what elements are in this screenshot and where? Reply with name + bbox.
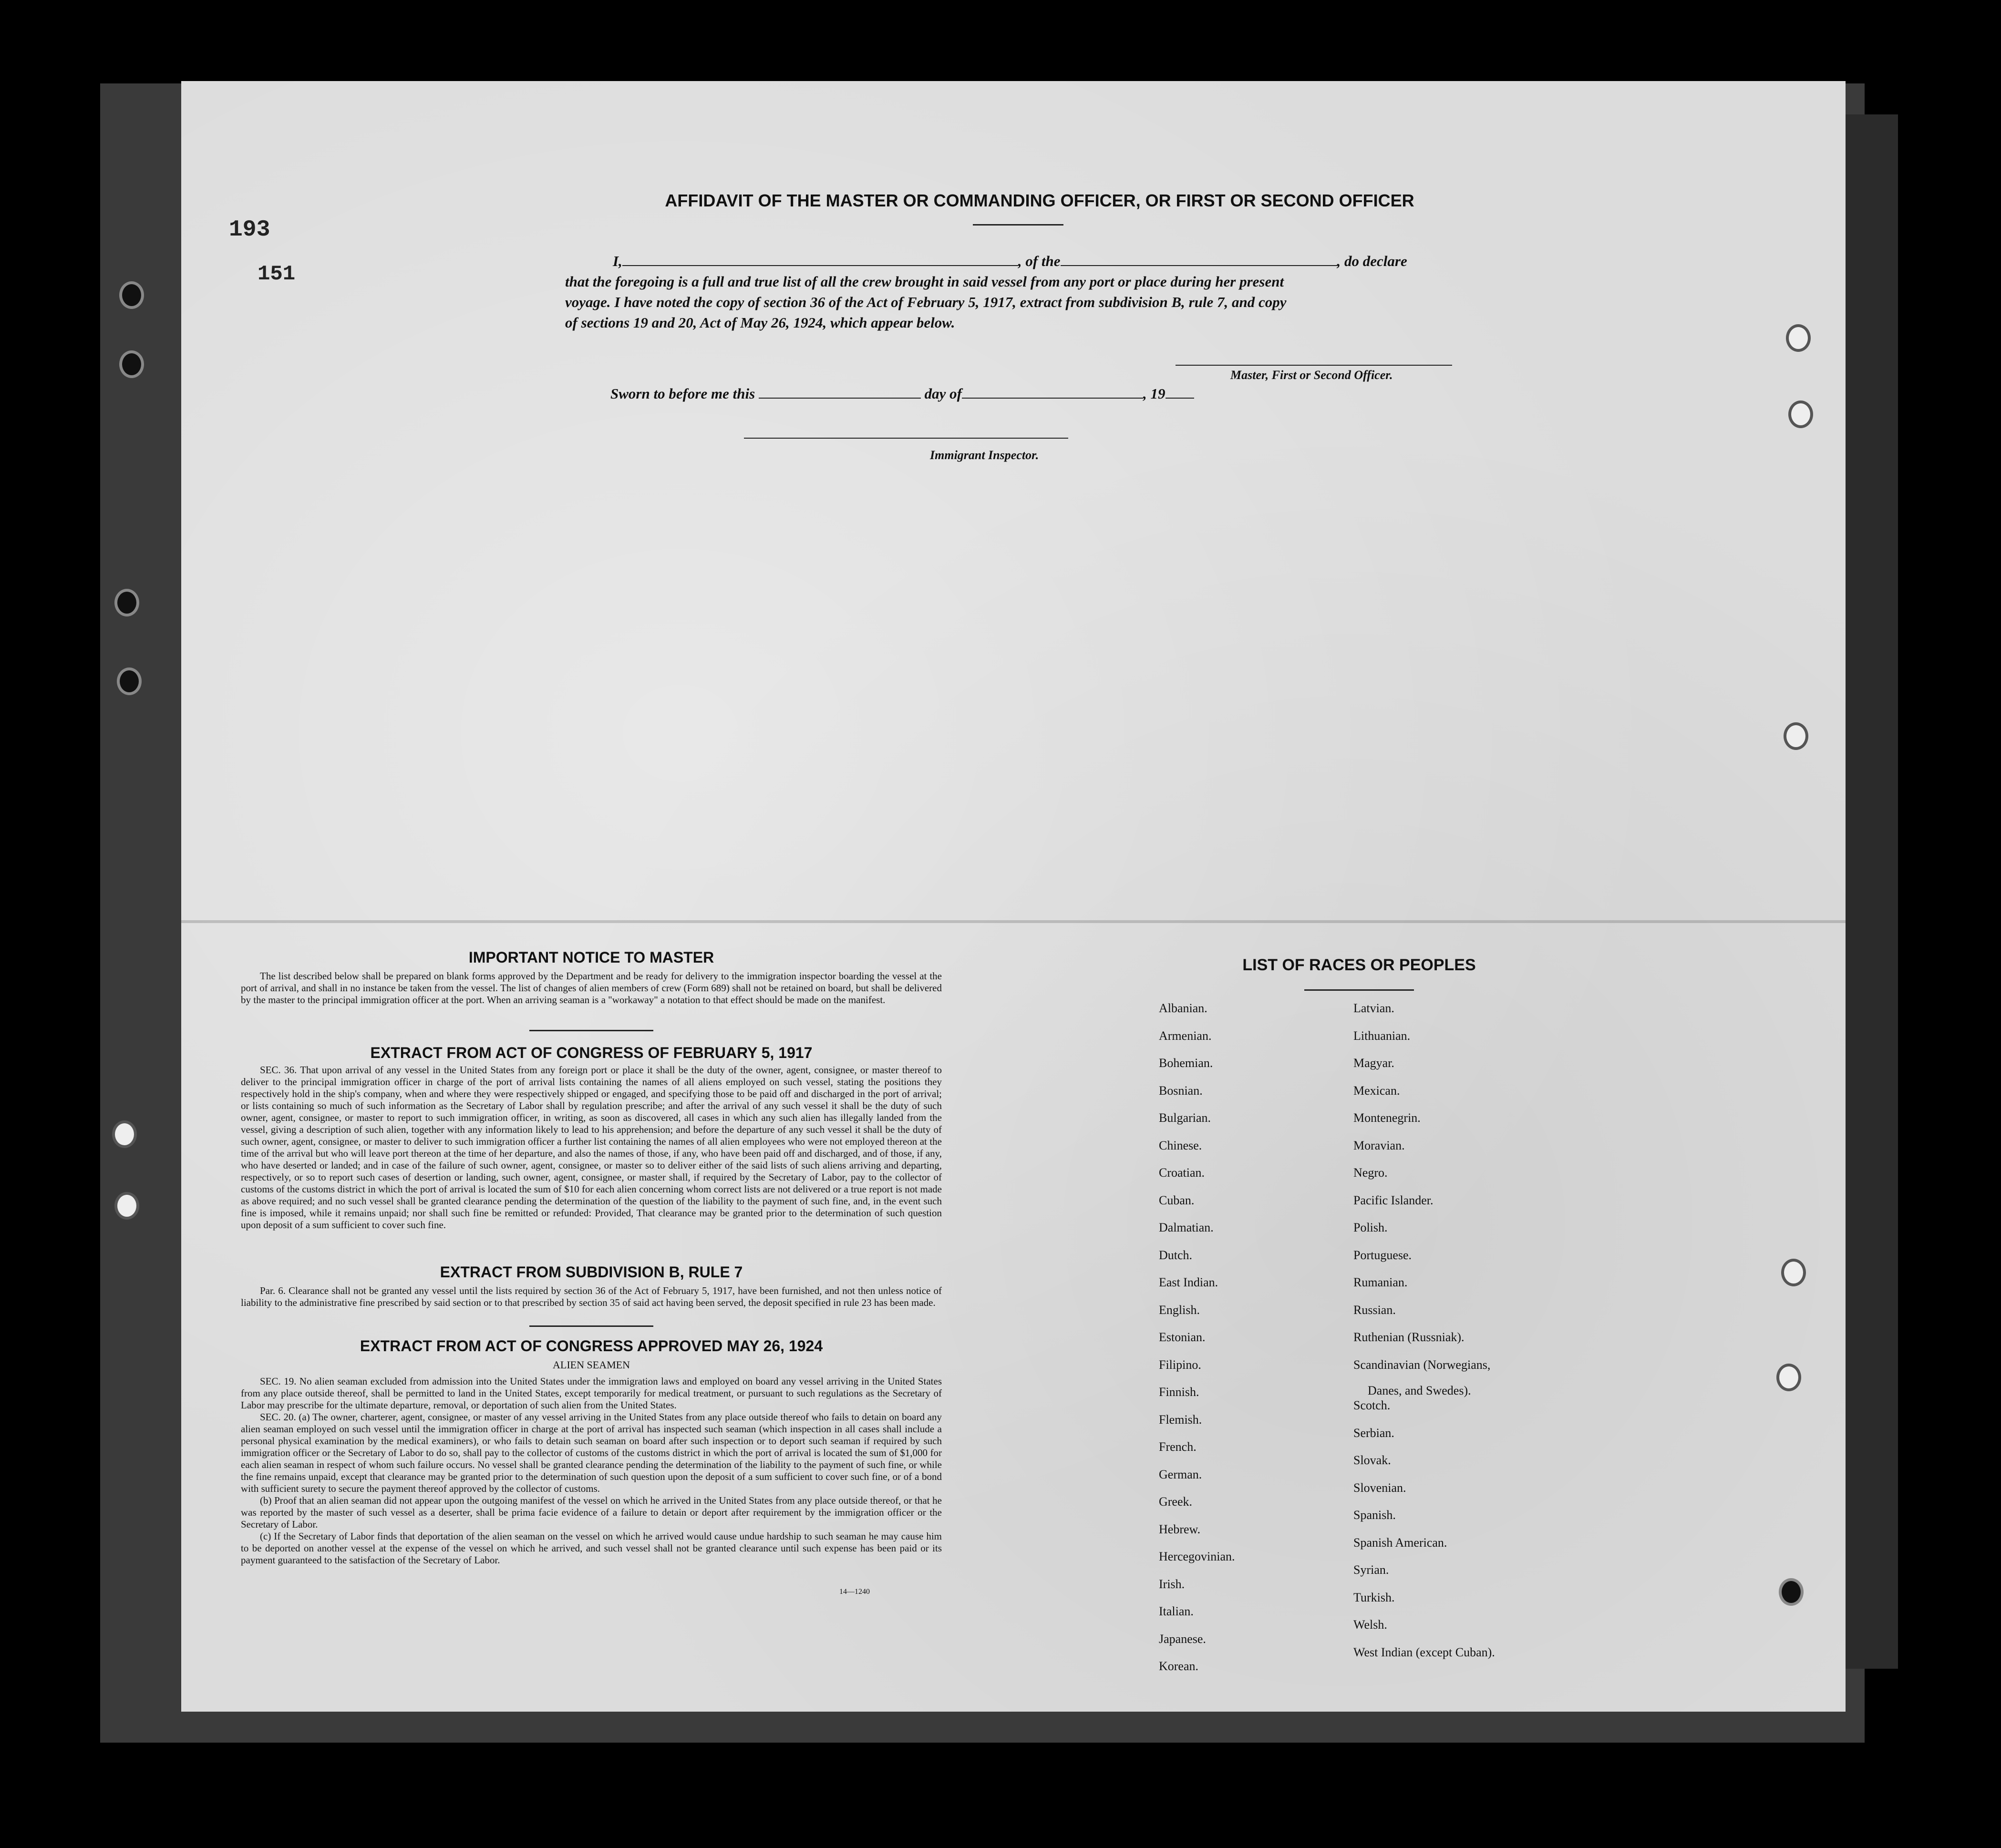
race-item: Croatian. (1159, 1166, 1205, 1180)
binder-hole (1776, 1364, 1801, 1391)
extract-1924-title: EXTRACT FROM ACT OF CONGRESS APPROVED MAY 26, 1924 (360, 1337, 823, 1355)
race-item: East Indian. (1159, 1275, 1218, 1289)
sec-19: SEC. 19. No alien seaman excluded from admission into the United States under the immigration laws and employed on board any vessel arriving in the United States from any place outside thereof, shall be permitted to land in the United States, except temporarily for medical treatment, or pursuant to such regulations as the Secretary of Labor may prescribe for the ultimate departure, removal, or deportation of such alien from the United States. (241, 1376, 942, 1411)
race-item: Finnish. (1159, 1385, 1199, 1399)
affidavit-of-the: , of the (1018, 253, 1061, 269)
race-item: Chinese. (1159, 1138, 1202, 1152)
form-number: 14—1240 (839, 1588, 870, 1596)
race-item: Magyar. (1353, 1056, 1394, 1070)
race-item: Albanian. (1159, 1001, 1207, 1015)
race-item: Ruthenian (Russniak). (1353, 1330, 1465, 1344)
race-item: Bosnian. (1159, 1083, 1203, 1098)
divider (1304, 989, 1414, 991)
race-item: West Indian (except Cuban). (1353, 1645, 1495, 1659)
race-item: Hercegovinian. (1159, 1550, 1235, 1563)
sec-20c: (c) If the Secretary of Labor finds that deportation of the alien seaman on the vessel on which he arrived would cause undue hardship to such seaman he may cause him to be deported on another vessel at the expense of the vessel on which he arrived, and such vessel shall not be granted clearance until such expense has been paid or its payment guaranteed to the satisfaction of the Secretary of Labor. (241, 1530, 942, 1566)
race-item: Filipino. (1159, 1357, 1201, 1372)
sworn-line (610, 385, 1194, 402)
divider (529, 1030, 653, 1031)
race-item: German. (1159, 1467, 1202, 1481)
race-item: Spanish American. (1353, 1535, 1447, 1550)
sworn-year: , 19 (1143, 385, 1166, 402)
affidavit-line-1 (565, 253, 1509, 270)
sworn-prefix: Sworn to before me this (610, 385, 755, 402)
race-item: Hebrew. (1159, 1522, 1201, 1536)
master-signature-line (1176, 365, 1452, 366)
race-item: Serbian. (1353, 1426, 1394, 1440)
race-item: Estonian. (1159, 1330, 1206, 1344)
race-item: Slovenian. (1353, 1480, 1406, 1495)
fold-crease (181, 920, 1846, 923)
inspector-signature-line (744, 438, 1068, 439)
race-item: Turkish. (1353, 1590, 1395, 1604)
binder-hole (114, 1192, 139, 1220)
race-item: Welsh. (1353, 1618, 1387, 1632)
race-item: Greek. (1159, 1495, 1193, 1509)
race-item: Syrian. (1353, 1563, 1389, 1577)
binder-hole (119, 281, 144, 309)
race-item: Italian. (1159, 1604, 1194, 1618)
race-item: Irish. (1159, 1577, 1185, 1591)
master-signature-label: Master, First or Second Officer. (1230, 368, 1393, 382)
race-item: Montenegrin. (1353, 1111, 1421, 1125)
race-item: Negro. (1353, 1166, 1388, 1180)
race-item: Polish. (1353, 1221, 1388, 1234)
race-item: Moravian. (1353, 1138, 1405, 1152)
race-item: Flemish. (1159, 1412, 1202, 1427)
extract-1924-body (241, 1376, 942, 1566)
affidavit-i: I, (613, 253, 622, 269)
race-item: Cuban. (1159, 1193, 1195, 1207)
notice-title: IMPORTANT NOTICE TO MASTER (468, 949, 714, 966)
sec-20a: SEC. 20. (a) The owner, charterer, agent, consignee, or master of any vessel arriving in the United States from any place outside thereof who fails to detain on board any alien seaman employed on such vessel until the immigration officer in charge at the port of arrival has inspected such seaman (which inspection in all cases shall include a personal physical examination by the medical examiners), or who fails to detain such seaman on board after such inspection or to deport such seaman if required by such immigration officer or the Secretary of Labor to do so, shall pay to the collector of customs of the customs district in which the port of arrival is located the sum of $1,000 for each alien seaman in respect of whom such failure occurs. No vessel shall be granted clearance pending the determination of the liability to the payment of such fine, or while the fine remains unpaid, except that clearance may be granted prior to the determination of such question upon the deposit of a sum sufficient to cover such fine, or of a bond with sufficient surety to secure the payment thereof approved by the collector of customs. (241, 1411, 942, 1494)
race-item: Portuguese. (1353, 1248, 1412, 1262)
race-item: Rumanian. (1353, 1275, 1408, 1289)
race-item: Dalmatian. (1159, 1221, 1214, 1234)
race-item: Mexican. (1353, 1083, 1400, 1098)
race-item: Pacific Islander. (1353, 1193, 1434, 1207)
binder-hole (114, 589, 139, 616)
race-item: Armenian. (1159, 1028, 1212, 1043)
margin-number: 151 (258, 262, 296, 286)
sec-20b: (b) Proof that an alien seaman did not appear upon the outgoing manifest of the vessel on which he arrived in the United States from any place outside thereof, or that he was reported by the master of such vessel as a deserter, shall be prima facie evidence of a failure to detain or deport after requirement by the immigration officer or the Secretary of Labor. (241, 1495, 942, 1530)
race-item: Slovak. (1353, 1453, 1391, 1467)
affidavit-title: AFFIDAVIT OF THE MASTER OR COMMANDING OFFICER, OR FIRST OR SECOND OFFICER (665, 191, 1414, 210)
extract-rule7-title: EXTRACT FROM SUBDIVISION B, RULE 7 (440, 1263, 743, 1281)
affidavit-line-3: voyage. I have noted the copy of section 36 of the Act of February 5, 1917, extract from subdivision B, rule 7, and copy (565, 294, 1287, 310)
affidavit-line-2: that the foregoing is a full and true list of all the crew brought in said vessel from any port or place during her present (565, 273, 1284, 290)
race-item: Danes, and Swedes). (1368, 1384, 1471, 1397)
divider (973, 224, 1063, 226)
race-item: Russian. (1353, 1303, 1396, 1317)
binder-hole (1788, 400, 1813, 428)
binder-hole (1779, 1578, 1804, 1606)
extract-1924-subtitle: ALIEN SEAMEN (553, 1359, 630, 1371)
race-item: French. (1159, 1440, 1196, 1454)
binder-hole (119, 350, 144, 378)
binder-hole (1786, 324, 1811, 352)
race-item: Bulgarian. (1159, 1111, 1211, 1125)
extract-rule7-body: Par. 6. Clearance shall not be granted any vessel until the lists required by section 36 of the Act of February 5, 1917, have been furnished, and not then unless notice of liability to the administrative fine prescribed by said section or to that prescribed by section 35 of said act having been served, the deposit specified in rule 23 has been made. (241, 1285, 942, 1308)
affidavit-declare: , do declare (1337, 253, 1407, 269)
affidavit-line-4: of sections 19 and 20, Act of May 26, 1924, which appear below. (565, 314, 955, 331)
binder-hole (1781, 1259, 1806, 1286)
margin-number: 193 (229, 217, 270, 243)
race-item: Lithuanian. (1353, 1028, 1411, 1043)
inspector-label: Immigrant Inspector. (930, 448, 1039, 462)
race-item: Scotch. (1353, 1398, 1391, 1412)
race-item: Japanese. (1159, 1632, 1206, 1646)
divider (529, 1325, 653, 1327)
extract-1917-title: EXTRACT FROM ACT OF CONGRESS OF FEBRUARY 5, 1917 (370, 1044, 813, 1061)
race-item: Dutch. (1159, 1248, 1193, 1262)
races-title: LIST OF RACES OR PEOPLES (1242, 956, 1476, 974)
race-item: English. (1159, 1303, 1200, 1317)
race-item: Scandinavian (Norwegians, (1353, 1357, 1491, 1372)
race-item: Latvian. (1353, 1001, 1394, 1015)
extract-1917-body: SEC. 36. That upon arrival of any vessel in the United States from any foreign port or place it shall be the duty of the owner, agent, consignee, or master thereof to deliver to the principal immigration officer in charge of the port of arrival lists containing the names of all aliens employed on such vessel, stating the positions they respectively hold in the ship's company, when and where they were respectively shipped or engaged, and specifying those to be paid off and discharged in the port of arrival; or lists containing so much of such information as the Secretary of Labor shall by regulation prescribe; and after the arrival of any such vessel it shall be the duty of such owner, agent, consignee, or master to report to such immigration officer, in writing, as soon as discovered, all cases in which any such alien has illegally landed from the vessel, giving a description of such alien, together with any information likely to lead to his apprehension; and before the departure of any such vessel it shall be the duty of such owner, agent, consignee, or master to deliver to such immigration officer a further list containing the names of all alien employees who were not employed thereon at the time of the arrival but who will leave port thereon at the time of her departure, and also the names of those, if any, who have been paid off and discharged, and of those, if any, who have deserted or landed; and in case of the failure of such owner, agent, consignee, or master so to deliver either of the said lists of such aliens arriving and departing, respectively, or so to report such cases of desertion or landing, such owner, agent, consignee, or master shall, if required by the Secretary of Labor, pay to the collector of customs of the customs district in which the port of arrival is located the sum of $10 for each alien concerning whom correct lists are not delivered or a true report is not made as above required; and no such vessel shall be granted clearance pending the determination of the question of the liability to the payment of such fine, and, in the event such fine is imposed, while it remains unpaid; nor shall such fine be remitted or refunded: Provided, That clearance may be granted prior to the determination of such question upon deposit of a sum sufficient to cover such fine. (241, 1064, 942, 1231)
binder-hole (1784, 722, 1808, 750)
race-item: Korean. (1159, 1659, 1199, 1673)
binder-hole (112, 1120, 137, 1148)
race-item: Spanish. (1353, 1508, 1396, 1522)
sworn-day-of: day of (924, 385, 962, 402)
binder-hole (117, 667, 142, 695)
notice-body: The list described below shall be prepared on blank forms approved by the Department and be ready for delivery to the immigration inspector boarding the vessel at the port of arrival, and shall in no instance be taken from the vessel. The list of changes of alien members of crew (Form 689) shall not be retained on board, but shall be delivered by the master to the principal immigration officer at the port. When an arriving seaman is a "workaway" a notation to that effect should be made on the manifest. (241, 970, 942, 1006)
race-item: Bohemian. (1159, 1056, 1213, 1070)
